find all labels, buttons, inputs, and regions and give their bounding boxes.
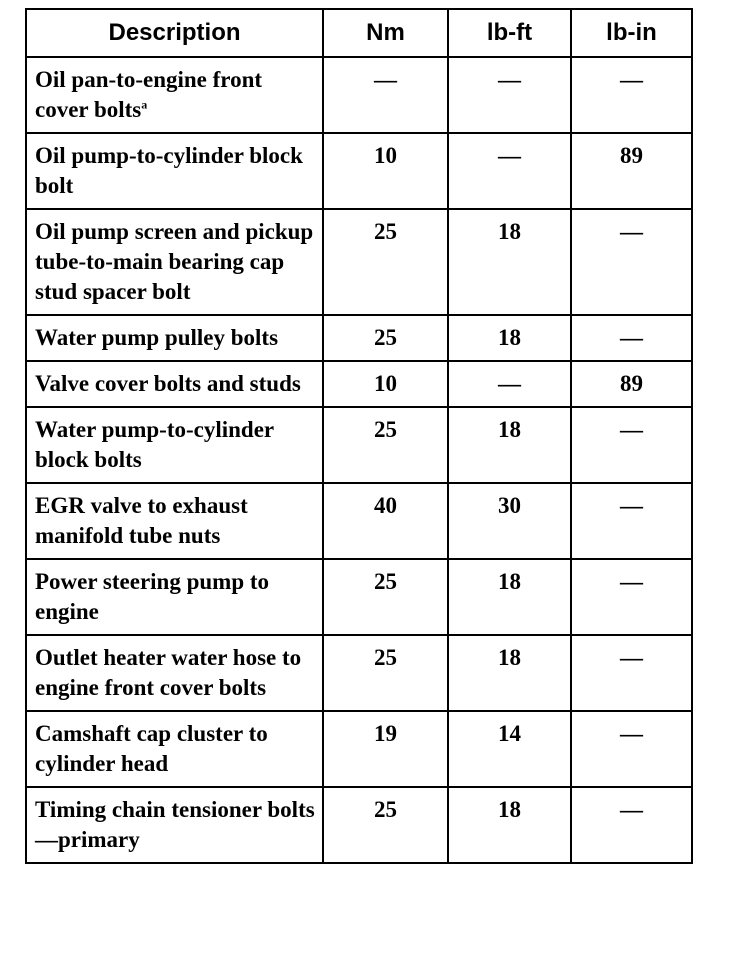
lb-in-cell: — (571, 315, 692, 361)
header-description: Description (26, 9, 323, 57)
description-cell: Timing chain tensioner bolts—primary (26, 787, 323, 863)
description-cell: Water pump-to-cylinder block bolts (26, 407, 323, 483)
table-row (26, 209, 692, 315)
table-row (26, 559, 692, 635)
description-cell: Power steering pump to engine (26, 559, 323, 635)
description-cell: Camshaft cap cluster to cylinder head (26, 711, 323, 787)
lb-ft-cell: — (448, 133, 571, 209)
lb-ft-cell: 18 (448, 407, 571, 483)
table-header (26, 9, 692, 57)
lb-ft-cell: 18 (448, 787, 571, 863)
lb-in-cell: — (571, 787, 692, 863)
header-row (26, 9, 692, 57)
lb-ft-cell: — (448, 361, 571, 407)
nm-cell: 25 (323, 787, 448, 863)
table-row (26, 361, 692, 407)
lb-ft-cell: 18 (448, 559, 571, 635)
nm-cell: 40 (323, 483, 448, 559)
description-cell: Oil pump-to-cylinder block bolt (26, 133, 323, 209)
nm-cell: — (323, 57, 448, 133)
table-row (26, 57, 692, 133)
lb-in-cell: 89 (571, 133, 692, 209)
lb-in-cell: — (571, 483, 692, 559)
lb-ft-cell: 18 (448, 209, 571, 315)
description-cell: Oil pump screen and pickup tube-to-main bearing cap stud spacer bolt (26, 209, 323, 315)
nm-cell: 19 (323, 711, 448, 787)
lb-in-cell: — (571, 559, 692, 635)
header-lb-in: lb-in (571, 9, 692, 57)
lb-in-cell: 89 (571, 361, 692, 407)
header-lb-ft: lb-ft (448, 9, 571, 57)
table-row (26, 711, 692, 787)
lb-ft-cell: 18 (448, 635, 571, 711)
description-cell: Outlet heater water hose to engine front cover bolts (26, 635, 323, 711)
description-cell (26, 57, 323, 133)
lb-ft-cell: — (448, 57, 571, 133)
table-row (26, 635, 692, 711)
description-text: Oil pan-to-engine front cover bolts (35, 67, 263, 122)
nm-cell: 10 (323, 361, 448, 407)
torque-spec-table (25, 8, 693, 864)
footnote-marker: a (141, 97, 148, 112)
lb-ft-cell: 14 (448, 711, 571, 787)
table-row (26, 133, 692, 209)
lb-ft-cell: 18 (448, 315, 571, 361)
description-cell: EGR valve to exhaust manifold tube nuts (26, 483, 323, 559)
nm-cell: 25 (323, 315, 448, 361)
table-body (26, 57, 692, 863)
description-cell: Valve cover bolts and studs (26, 361, 323, 407)
lb-ft-cell: 30 (448, 483, 571, 559)
table-row (26, 787, 692, 863)
table-row (26, 315, 692, 361)
nm-cell: 25 (323, 209, 448, 315)
lb-in-cell: — (571, 711, 692, 787)
lb-in-cell: — (571, 635, 692, 711)
table-row (26, 483, 692, 559)
table-row (26, 407, 692, 483)
nm-cell: 25 (323, 635, 448, 711)
nm-cell: 25 (323, 559, 448, 635)
header-nm: Nm (323, 9, 448, 57)
lb-in-cell: — (571, 209, 692, 315)
lb-in-cell: — (571, 407, 692, 483)
description-cell: Water pump pulley bolts (26, 315, 323, 361)
nm-cell: 25 (323, 407, 448, 483)
lb-in-cell: — (571, 57, 692, 133)
nm-cell: 10 (323, 133, 448, 209)
